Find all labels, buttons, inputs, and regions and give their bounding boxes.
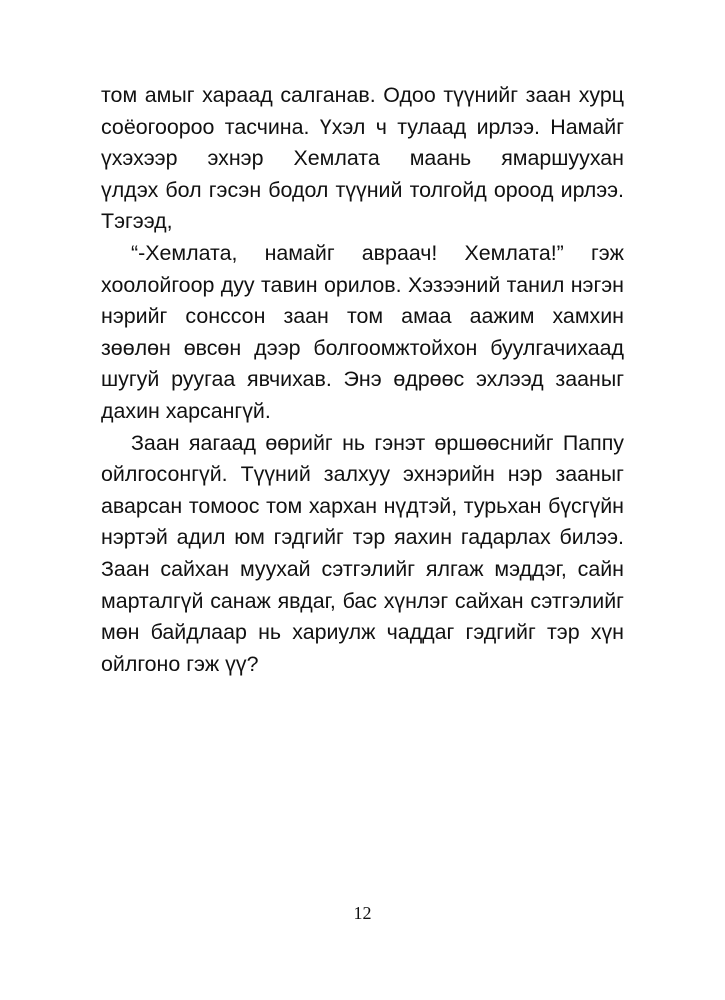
body-text <box>101 80 624 680</box>
page-number: 12 <box>353 903 372 923</box>
text-line: марталгүй санаж явдаг, бас хүнлэг сайхан сэтгэлийг <box>101 588 624 613</box>
text-line: ойлгоно гэж үү? <box>101 651 259 676</box>
text-line: үлдэх бол гэсэн бодол түүний толгойд ороод ирлээ. <box>101 177 624 202</box>
text-line: Тэгээд, <box>101 209 173 234</box>
text-line: нэрийг сонссон заан том амаа аажим хамхин <box>101 304 624 329</box>
text-line: “-Хемлата, намайг авраач! Хемлата!” гэж <box>131 240 624 265</box>
text-line: соёогоороо тасчина. Үхэл ч тулаад ирлээ. Намайг <box>101 114 624 139</box>
text-line: дахин харсангүй. <box>101 398 271 423</box>
text-line: үхэхээр эхнэр Хемлата маань ямаршуухан <box>101 146 624 171</box>
text-line: аварсан томоос том хархан нүдтэй, турьхан бүсгүйн <box>101 493 624 518</box>
text-line: Заан сайхан муухай сэтгэлийг ялгаж мэддэг, сайн <box>101 556 624 581</box>
text-line: ойлгосонгүй. Түүний залхуу эхнэрийн нэр зааныг <box>101 462 624 487</box>
text-line: Заан яагаад өөрийг нь гэнэт өршөөснийг Паппу <box>131 430 624 455</box>
text-line: нэртэй адил юм гэдгийг тэр яахин гадарлах билээ. <box>101 525 624 550</box>
text-line: шугуй руугаа явчихав. Энэ өдрөөс эхлээд зааныг <box>101 367 624 392</box>
text-line: мөн байдлаар нь хариулж чаддаг гэдгийг тэр хүн <box>101 620 624 645</box>
text-line: том амыг хараад салганав. Одоо түүнийг заан хурц <box>101 83 624 107</box>
text-line: хоолойгоор дуу тавин орилов. Хэзээний танил нэгэн <box>101 272 624 297</box>
text-line: зөөлөн өвсөн дээр болгоомжтойхон буулгачихаад <box>101 335 624 360</box>
